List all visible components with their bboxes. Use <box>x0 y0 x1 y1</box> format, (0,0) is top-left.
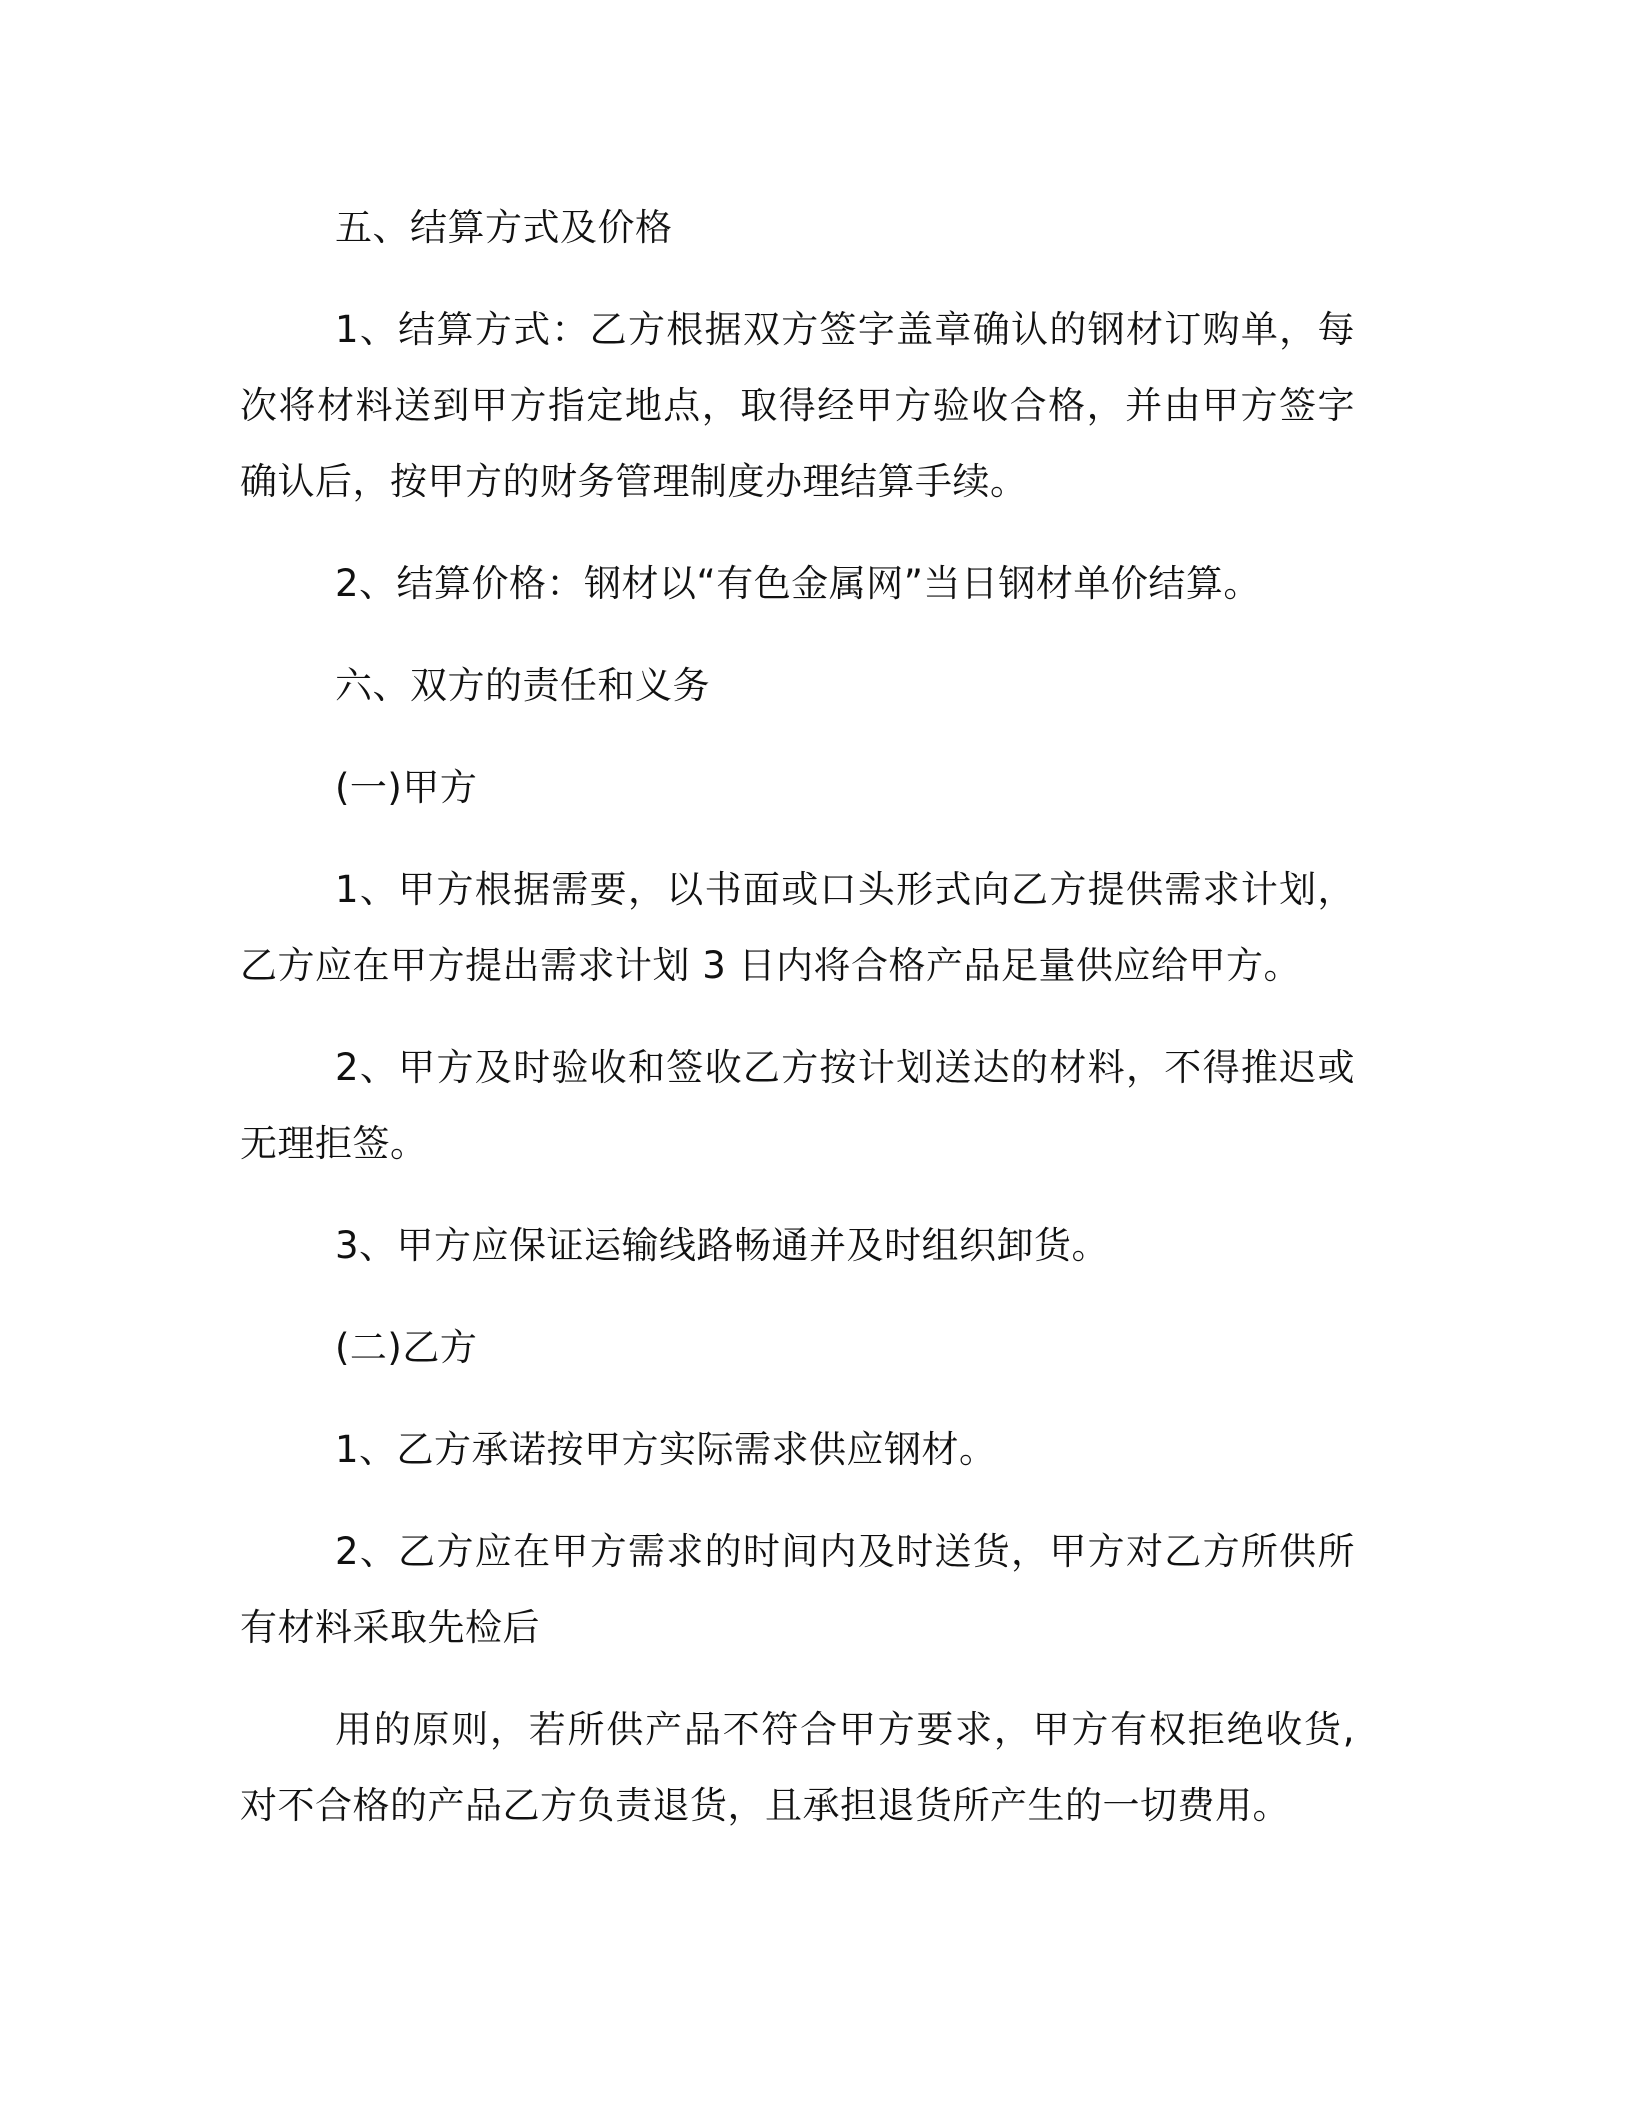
section-heading-settlement: 五、结算方式及价格 <box>335 206 673 249</box>
paragraph-party-b-item-2-continued: 用的原则，若所供产品不符合甲方要求，甲方有权拒绝收货,对不合格的产品乙方负责退货，且承担退货所产生的一切费用。 <box>240 1708 1355 1827</box>
paragraph-party-b-item-2: 2、乙方应在甲方需求的时间内及时送货，甲方对乙方所供所有材料采取先检后 <box>240 1530 1355 1649</box>
paragraph-settlement-method: 1、结算方式：乙方根据双方签字盖章确认的钢材订购单，每次将材料送到甲方指定地点，取得经甲方验收合格，并由甲方签字确认后，按甲方的财务管理制度办理结算手续。 <box>240 308 1355 503</box>
paragraph-settlement-price: 2、结算价格：钢材以“有色金属网”当日钢材单价结算。 <box>335 562 1261 605</box>
paragraph-party-b-item-1: 1、乙方承诺按甲方实际需求供应钢材。 <box>335 1428 997 1471</box>
subsection-heading-party-a: (一)甲方 <box>335 766 478 809</box>
section-heading-responsibilities: 六、双方的责任和义务 <box>335 664 710 707</box>
document-body <box>240 190 1355 1870</box>
paragraph-party-a-item-1: 1、甲方根据需要，以书面或口头形式向乙方提供需求计划，乙方应在甲方提出需求计划 3 日内将合格产品足量供应给甲方。 <box>240 868 1355 987</box>
paragraph-party-a-item-2: 2、甲方及时验收和签收乙方按计划送达的材料，不得推迟或无理拒签。 <box>240 1046 1355 1165</box>
paragraph-party-a-item-3: 3、甲方应保证运输线路畅通并及时组织卸货。 <box>335 1224 1110 1267</box>
subsection-heading-party-b: (二)乙方 <box>335 1326 478 1369</box>
